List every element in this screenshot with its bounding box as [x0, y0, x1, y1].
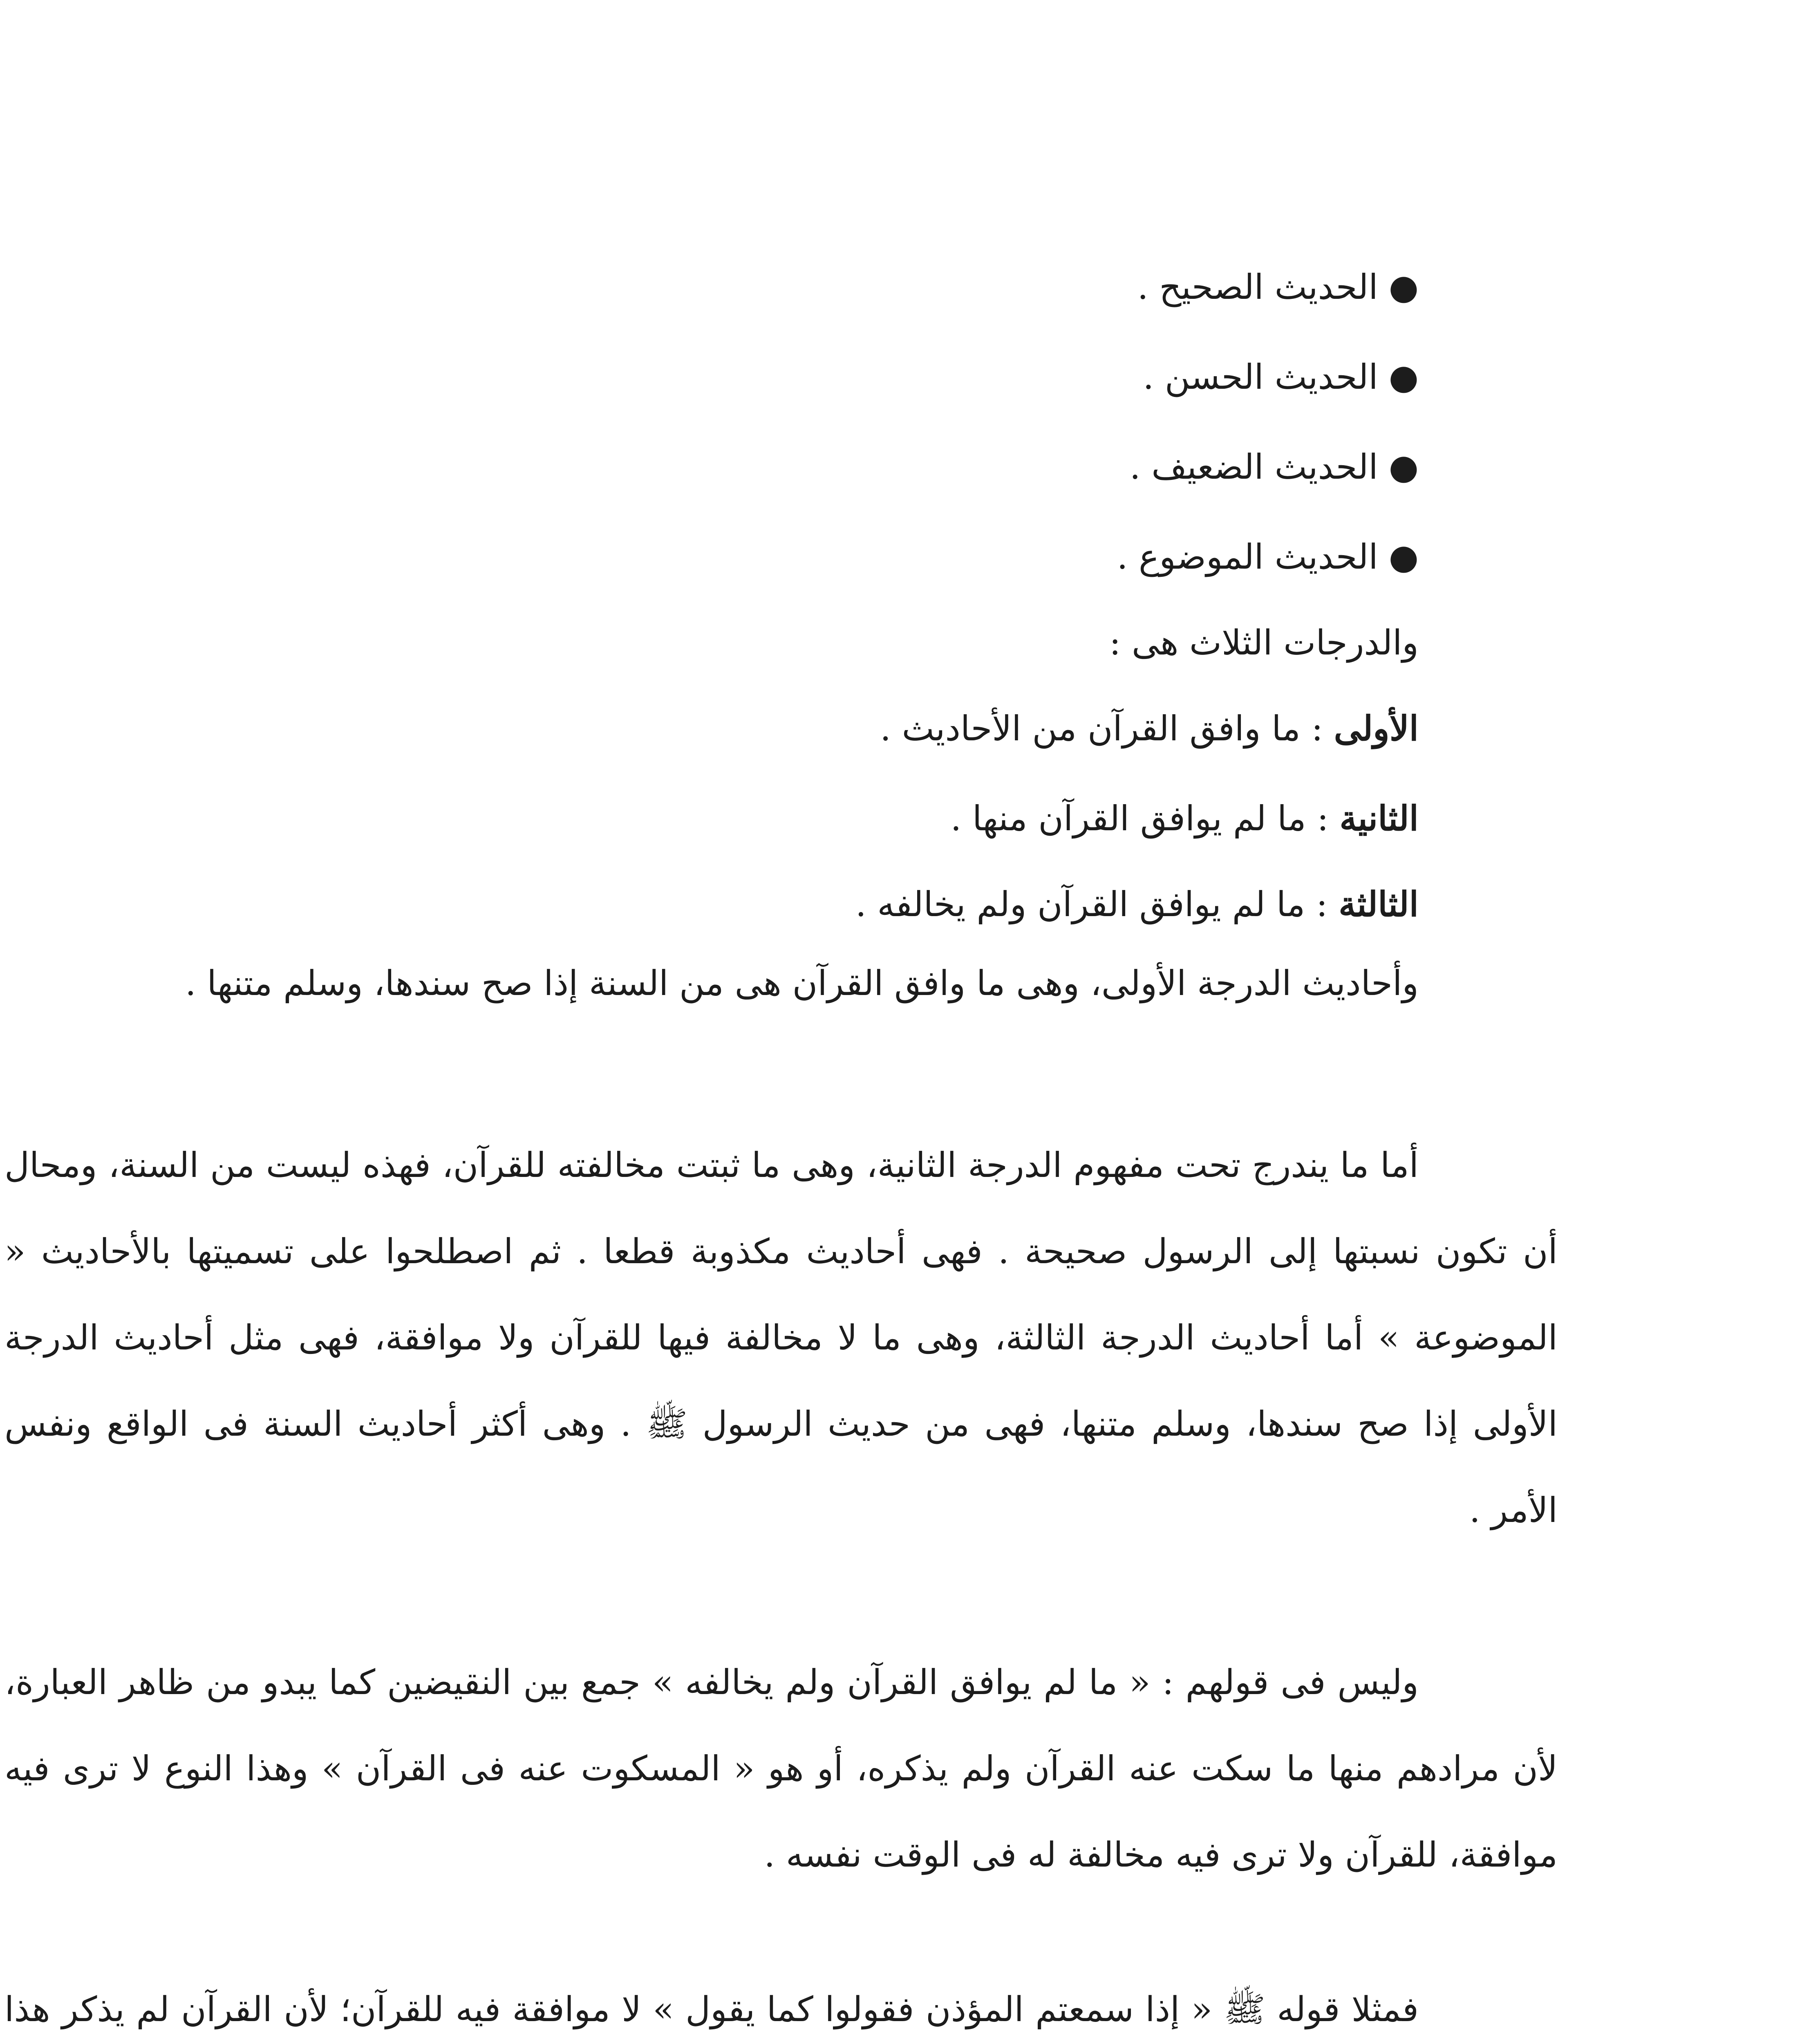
degrees-intro: والدرجات الثلاث هى : — [1109, 623, 1419, 663]
list-item-text: الحديث الضعيف . — [1129, 447, 1378, 487]
bullet-icon: ● — [1388, 267, 1419, 307]
list-item — [1143, 357, 1419, 397]
degree-item — [950, 798, 1419, 838]
paragraph: أما ما يندرج تحت مفهوم الدرجة الثانية، وهى ما ثبتت مخالفته للقرآن، فهذه ليست من السنة، ومحال أن تكون نسبتها إلى الرسول صحيحة . فهى أحاديث مكذوبة قطعا . ثم اصطلحوا على تسميتها بالأحاديث « الموضوعة » أما أحاديث الدرجة الثالثة، وهى ما لا مخالفة فيها للقرآن ولا موافقة، فهى مثل أحاديث الدرجة الأولى إذا صح سندها، وسلم متنها، فهى من حديث الرسول ﷺ . وهى أكثر أحاديث السنة فى الواقع ونفس الأمر . — [4, 1145, 1558, 1530]
list-item-text: الحديث الصحيح . — [1137, 267, 1378, 307]
list-item-text: الحديث الحسن . — [1143, 357, 1378, 397]
degree-text: : ما لم يوافق القرآن منها . — [950, 798, 1340, 838]
degree-label: الثالثة — [1339, 884, 1419, 924]
list-item-text: الحديث الموضوع . — [1117, 537, 1378, 577]
degree-label: الثانية — [1339, 798, 1419, 838]
list-item — [1129, 447, 1419, 487]
paragraph: فمثلا قوله ﷺ « إذا سمعتم المؤذن فقولوا كما يقول » لا موافقة فيه للقرآن؛ لأن القرآن لم يذكر هذا — [4, 1989, 1419, 2029]
paragraph: وليس فى قولهم : « ما لم يوافق القرآن ولم يخالفه » جمع بين النقيضين كما يبدو من ظاهر العبارة، لأن مرادهم منها ما سكت عنه القرآن ولم يذكره، أو هو « المسكوت عنه فى القرآن » وهذا النوع لا ترى فيه موافقة، للقرآن ولا ترى فيه مخالفة له فى الوقت نفسه . — [4, 1662, 1558, 1875]
degree-item — [880, 708, 1419, 749]
bullet-icon: ● — [1388, 537, 1419, 577]
bullet-icon: ● — [1388, 357, 1419, 397]
degree-text: : ما لم يوافق القرآن ولم يخالفه . — [855, 884, 1339, 924]
list-item — [1137, 267, 1419, 307]
degree-item — [855, 884, 1419, 924]
paragraph: وأحاديث الدرجة الأولى، وهى ما وافق القرآن هى من السنة إذا صح سندها، وسلم متنها . — [185, 963, 1419, 1003]
list-item — [1117, 537, 1419, 577]
bullet-icon: ● — [1388, 447, 1419, 487]
degree-label: الأولى — [1334, 708, 1419, 749]
degree-text: : ما وافق القرآن من الأحاديث . — [880, 708, 1334, 749]
